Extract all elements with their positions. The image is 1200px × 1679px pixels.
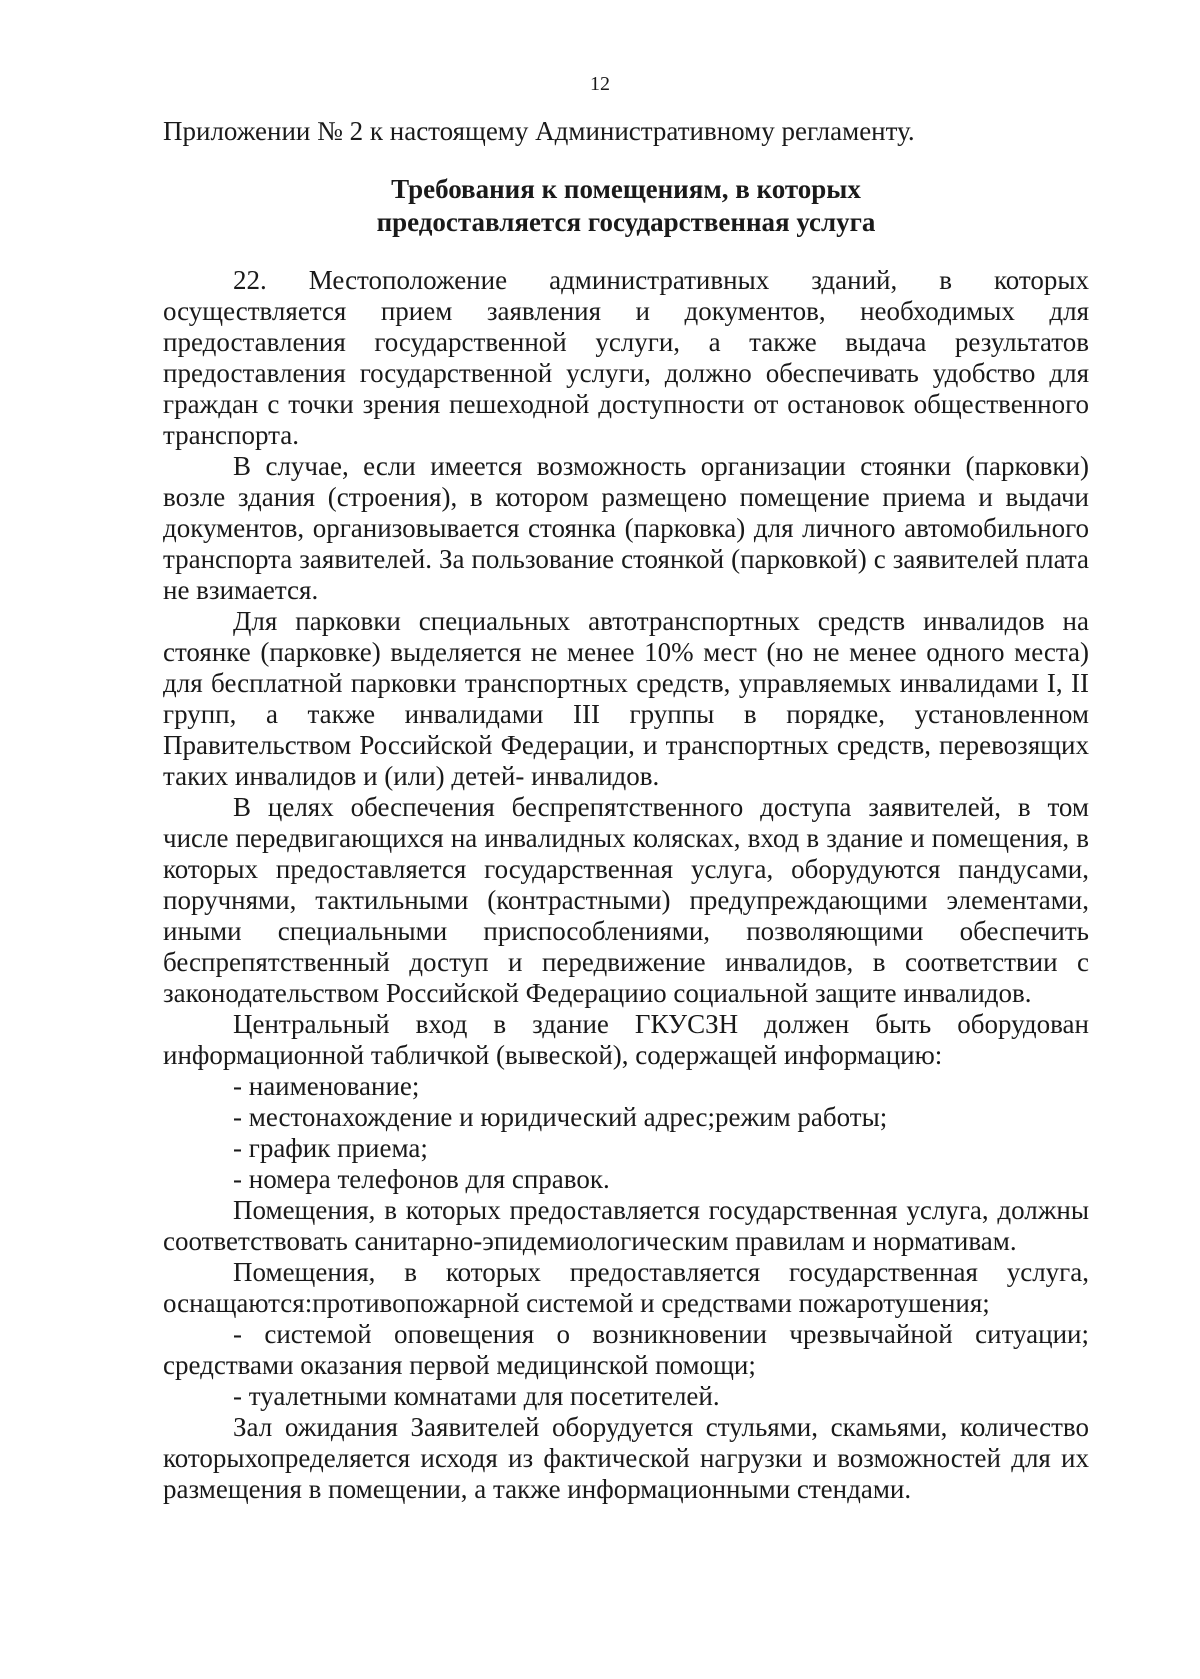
list-item: - номера телефонов для справок. [233, 1164, 610, 1194]
paragraph-entrance-sign: Центральный вход в здание ГКУСЗН должен быть оборудован информационной табличкой (вывеской), содержащей информацию: [163, 1009, 1089, 1070]
list-item: - график приема; [233, 1133, 428, 1163]
section-heading-line-1: Требования к помещениям, в которых [391, 174, 861, 204]
paragraph-location: 22. Местоположение административных зданий, в которых осуществляется прием заявления и документов, необходимых для предоставления государственной услуги, а также выдача результатов предоставления государственной услуги, должно обеспечивать удобство для граждан с точки зрения пешеходной доступности от остановок общественного транспорта. [163, 265, 1089, 450]
intro-line: Приложении № 2 к настоящему Административному регламенту. [163, 116, 915, 146]
paragraph-toilets: - туалетными комнатами для посетителей. [233, 1381, 720, 1411]
list-item: - наименование; [233, 1071, 420, 1101]
paragraph-sanitary: Помещения, в которых предоставляется государственная услуга, должны соответствовать санитарно-эпидемиологическим правилам и нормативам. [163, 1195, 1089, 1256]
paragraph-parking: В случае, если имеется возможность организации стоянки (парковки) возле здания (строения), в котором размещено помещение приема и выдачи документов, организовывается стоянка (парковка) для личного автомобильного транспорта заявителей. За пользование стоянкой (парковкой) с заявителей плата не взимается. [163, 451, 1089, 605]
paragraph-disabled-parking: Для парковки специальных автотранспортных средств инвалидов на стоянке (парковке) выделяется не менее 10% мест (но не менее одного места) для бесплатной парковки транспортных средств, управляемых инвалидами I, II групп, а также инвалидами III группы в порядке, установленном Правительством Российской Федерации, и транспортных средств, перевозящих таких инвалидов и (или) детей- инвалидов. [163, 606, 1089, 791]
list-item: - местонахождение и юридический адрес;режим работы; [233, 1102, 888, 1132]
paragraph-waiting-hall: Зал ожидания Заявителей оборудуется стульями, скамьями, количество которыхопределяется исходя из фактической нагрузки и возможностей для их размещения в помещении, а также информационными стендами. [163, 1412, 1089, 1504]
document-body [163, 116, 1089, 1505]
paragraph-accessibility: В целях обеспечения беспрепятственного доступа заявителей, в том числе передвигающихся на инвалидных колясках, вход в здание и помещения, в которых предоставляется государственная услуга, оборудуются пандусами, поручнями, тактильными (контрастными) предупреждающими элементами, иными специальными приспособлениями, позволяющими обеспечить беспрепятственный доступ и передвижение инвалидов, в соответствии с законодательством Российской Федерациио социальной защите инвалидов. [163, 792, 1089, 1008]
section-heading [163, 173, 1089, 239]
paragraph-alert-system: - системой оповещения о возникновении чрезвычайной ситуации; средствами оказания первой медицинской помощи; [163, 1319, 1089, 1380]
page-number: 12 [590, 73, 610, 95]
section-heading-line-2: предоставляется государственная услуга [376, 207, 876, 237]
paragraph-equipment: Помещения, в которых предоставляется государственная услуга, оснащаются:противопожарной системой и средствами пожаротушения; [163, 1257, 1089, 1318]
